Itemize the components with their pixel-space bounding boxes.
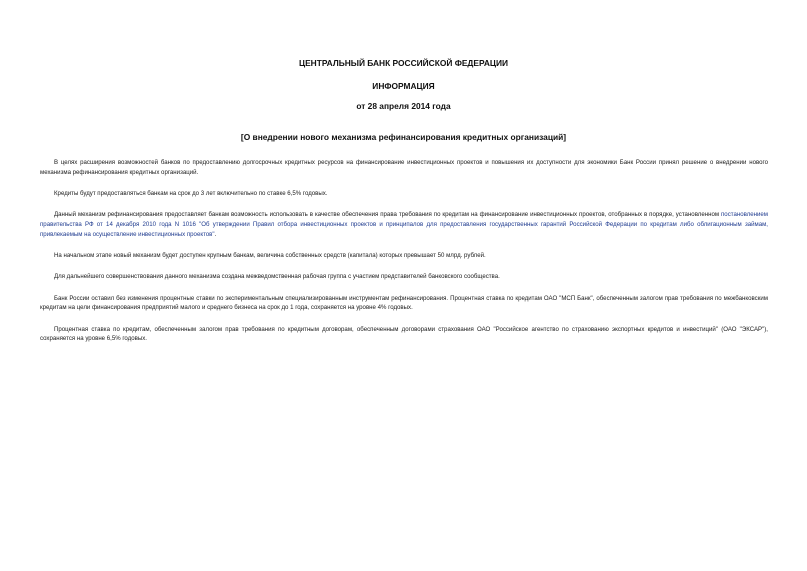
- document-body: [40, 158, 768, 356]
- document-date: от 28 апреля 2014 года: [356, 101, 451, 111]
- paragraph-4: На начальном этапе новый механизм будет доступен крупным банкам, величина собственных средств (капитала) которых превышает 50 млрд. рублей.: [54, 252, 486, 259]
- document-title: ЦЕНТРАЛЬНЫЙ БАНК РОССИЙСКОЙ ФЕДЕРАЦИИ: [298, 58, 509, 68]
- paragraph-1: В целях расширения возможностей банков по предоставлению долгосрочных кредитных ресурсов на финансирование инвестиционных проектов и повышения их доступности для экономики Банк России принял решение о внедрении нового механизма рефинансирования кредитных организаций.: [40, 159, 768, 176]
- paragraph-3: [40, 210, 768, 239]
- paragraph-6: Банк России оставил без изменения процентные ставки по экспериментальным специализированным инструментам рефинансирования. Процентная ставка по кредитам ОАО "МСП Банк", обеспеченным залогом прав требования по межбанковским кредитам на цели финансирования предприятий малого и среднего бизнеса на срок до 1 года, сохраняется на уровне 4% годовых.: [40, 294, 768, 312]
- paragraph-7: Процентная ставка по кредитам, обеспеченным залогом прав требования по кредитным договорам, обеспеченным договорами страхования ОАО "Российское агентство по страхованию экспортных кредитов и инвестиций" (ОАО "ЭКСАР"), сохраняется на уровне 6,5% годовых.: [40, 325, 768, 343]
- document-subject: [О внедрении нового механизма рефинансирования кредитных организаций]: [240, 132, 567, 142]
- paragraph-5: Для дальнейшего совершенствования данного механизма создана межведомственная рабочая группа с участием представителей банковского сообщества.: [54, 273, 500, 281]
- paragraph-3-text-before: Данный механизм рефинансирования предоставляет банкам возможность использовать в качестве обеспечения права требования по кредитам на финансирование инвестиционных проектов, отобранных в порядке, установленном: [54, 211, 721, 219]
- paragraph-3-text-after: .: [214, 230, 217, 238]
- government-decree-link[interactable]: постановлением правительства РФ от 14 декабря 2010 года N 1016 "Об утверждении Правил отбора инвестиционных проектов и принципалов для предоставления государственных гарантий Российской Федерации по кредитам либо облигационным займам, привлекаемым на осуществление инвестиционных проектов": [40, 211, 768, 238]
- document-kind: ИНФОРМАЦИЯ: [372, 81, 435, 91]
- paragraph-2: Кредиты будут предоставляться банкам на срок до 3 лет включительно по ставке 6,5% годовых.: [54, 190, 328, 197]
